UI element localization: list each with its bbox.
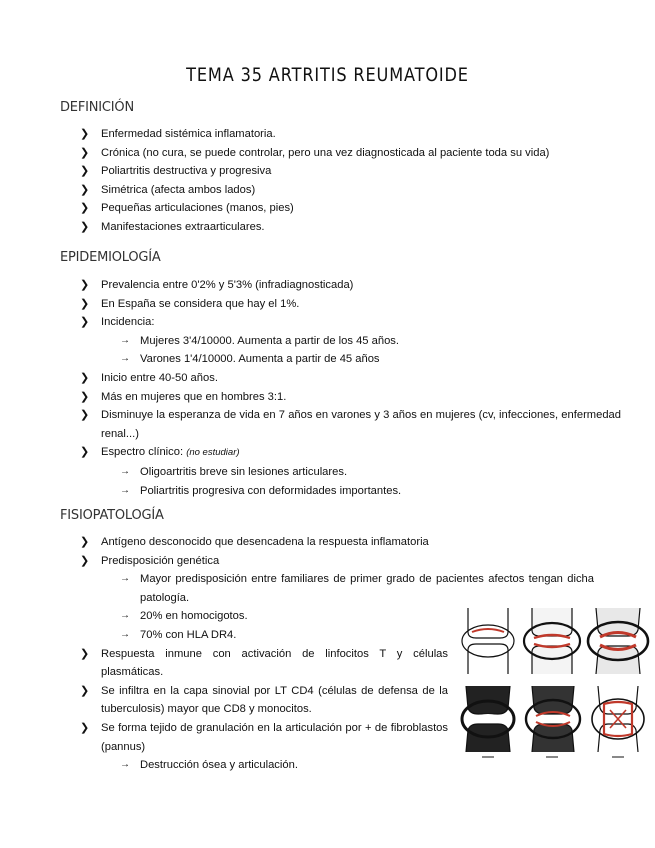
section-heading-definicion: DEFINICIÓN (60, 100, 134, 115)
joint-panel-1 (462, 608, 514, 674)
bullet-icon: ❯ (80, 536, 90, 548)
joint-progression-illustration (458, 604, 650, 762)
sub-list-item: → Oligoartritis breve sin lesiones articulares. (0, 463, 655, 482)
bullet-icon: ❯ (80, 721, 90, 734)
sub-list-item: → Varones 1'4/10000. Aumenta a partir de 45 años (0, 350, 655, 369)
bullet-icon: ❯ (80, 371, 90, 384)
bullet-icon: ❯ (80, 409, 90, 422)
list-item: ❯ Poliartritis destructiva y progresiva (0, 162, 655, 181)
list-item: ❯ Respuesta inmune con activación de linfocitos T y células plasmáticas. (0, 645, 655, 682)
sub-list-item: → Destrucción ósea y articulación. (0, 756, 655, 775)
list-item: ❯ Más en mujeres que en hombres 3:1. (0, 388, 655, 407)
list-item: ❯ Prevalencia entre 0'2% y 5'3% (infradiagnosticada) (0, 276, 655, 295)
section-heading-epidemiologia: EPIDEMIOLOGÍA (60, 250, 161, 265)
list-item: ❯ Enfermedad sistémica inflamatoria. (0, 125, 655, 144)
list-item: ❯ Incidencia: (0, 313, 655, 332)
bullet-icon: ❯ (80, 128, 90, 140)
arrow-icon: → (120, 465, 130, 477)
bullet-icon: ❯ (80, 202, 90, 215)
list-item: ❯ Espectro clínico: (no estudiar) (0, 443, 655, 463)
arrow-icon: → (120, 628, 130, 640)
bullet-icon: ❯ (80, 684, 90, 697)
bullet-icon: ❯ (80, 220, 90, 233)
list-item: ❯ Crónica (no cura, se puede controlar, pero una vez diagnosticada al paciente toda su vida) (0, 144, 655, 163)
sub-list-item: → Mayor predisposición entre familiares de primer grado de pacientes afectos tengan dicha patología. (0, 570, 655, 607)
sub-list-item: → 20% en homocigotos. (0, 607, 655, 626)
arrow-icon: → (120, 610, 130, 622)
bullet-icon: ❯ (80, 183, 90, 196)
sub-list-item: → Poliartritis progresiva con deformidades importantes. (0, 482, 655, 501)
definicion-list (0, 125, 655, 237)
list-item: ❯ Pequeñas articulaciones (manos, pies) (0, 199, 655, 218)
section-heading-fisiopatologia: FISIOPATOLOGÍA (60, 508, 164, 523)
bullet-icon: ❯ (80, 279, 90, 291)
list-item: ❯ Antígeno desconocido que desencadena la respuesta inflamatoria (0, 533, 655, 552)
bullet-icon: ❯ (80, 146, 90, 159)
bullet-icon: ❯ (80, 390, 90, 403)
bullet-icon: ❯ (80, 647, 90, 660)
list-item: ❯ Disminuye la esperanza de vida en 7 años en varones y 3 años en mujeres (cv, infecciones, enfermedad renal...) (0, 406, 655, 443)
bullet-icon: ❯ (80, 297, 90, 310)
list-item: ❯ Predisposición genética (0, 552, 655, 571)
bullet-icon: ❯ (80, 316, 90, 329)
joint-panel-5 (526, 686, 580, 752)
bullet-icon: ❯ (80, 446, 90, 459)
arrow-icon: → (120, 353, 130, 365)
sub-list-item: → 70% con HLA DR4. (0, 626, 655, 645)
list-item: ❯ En España se considera que hay el 1%. (0, 295, 655, 314)
note-text: (no estudiar) (186, 447, 240, 459)
arrow-icon: → (120, 484, 130, 496)
bullet-icon: ❯ (80, 554, 90, 567)
joint-panel-2 (524, 608, 580, 674)
caption-mark (482, 756, 494, 758)
list-item: ❯ Se infiltra en la capa sinovial por LT CD4 (células de defensa de la tuberculosis) mayor que CD8 y monocitos. (0, 682, 655, 719)
list-item: ❯ Simétrica (afecta ambos lados) (0, 181, 655, 200)
joint-panel-4 (462, 686, 514, 752)
sub-list-item: → Mujeres 3'4/10000. Aumenta a partir de los 45 años. (0, 332, 655, 351)
list-item: ❯ Manifestaciones extraarticulares. (0, 218, 655, 237)
page-title: TEMA 35 ARTRITIS REUMATOIDE (186, 64, 469, 86)
list-item: ❯ Se forma tejido de granulación en la articulación por + de fibroblastos (pannus) (0, 719, 655, 756)
arrow-icon: → (120, 573, 130, 585)
joint-panel-6 (592, 686, 644, 752)
list-item: ❯ Inicio entre 40-50 años. (0, 369, 655, 388)
bullet-icon: ❯ (80, 165, 90, 178)
caption-mark (546, 756, 558, 758)
epidemiologia-list (0, 276, 655, 500)
arrow-icon: → (120, 759, 130, 771)
joint-panel-3 (588, 608, 648, 674)
caption-mark (612, 756, 624, 758)
arrow-icon: → (120, 334, 130, 346)
